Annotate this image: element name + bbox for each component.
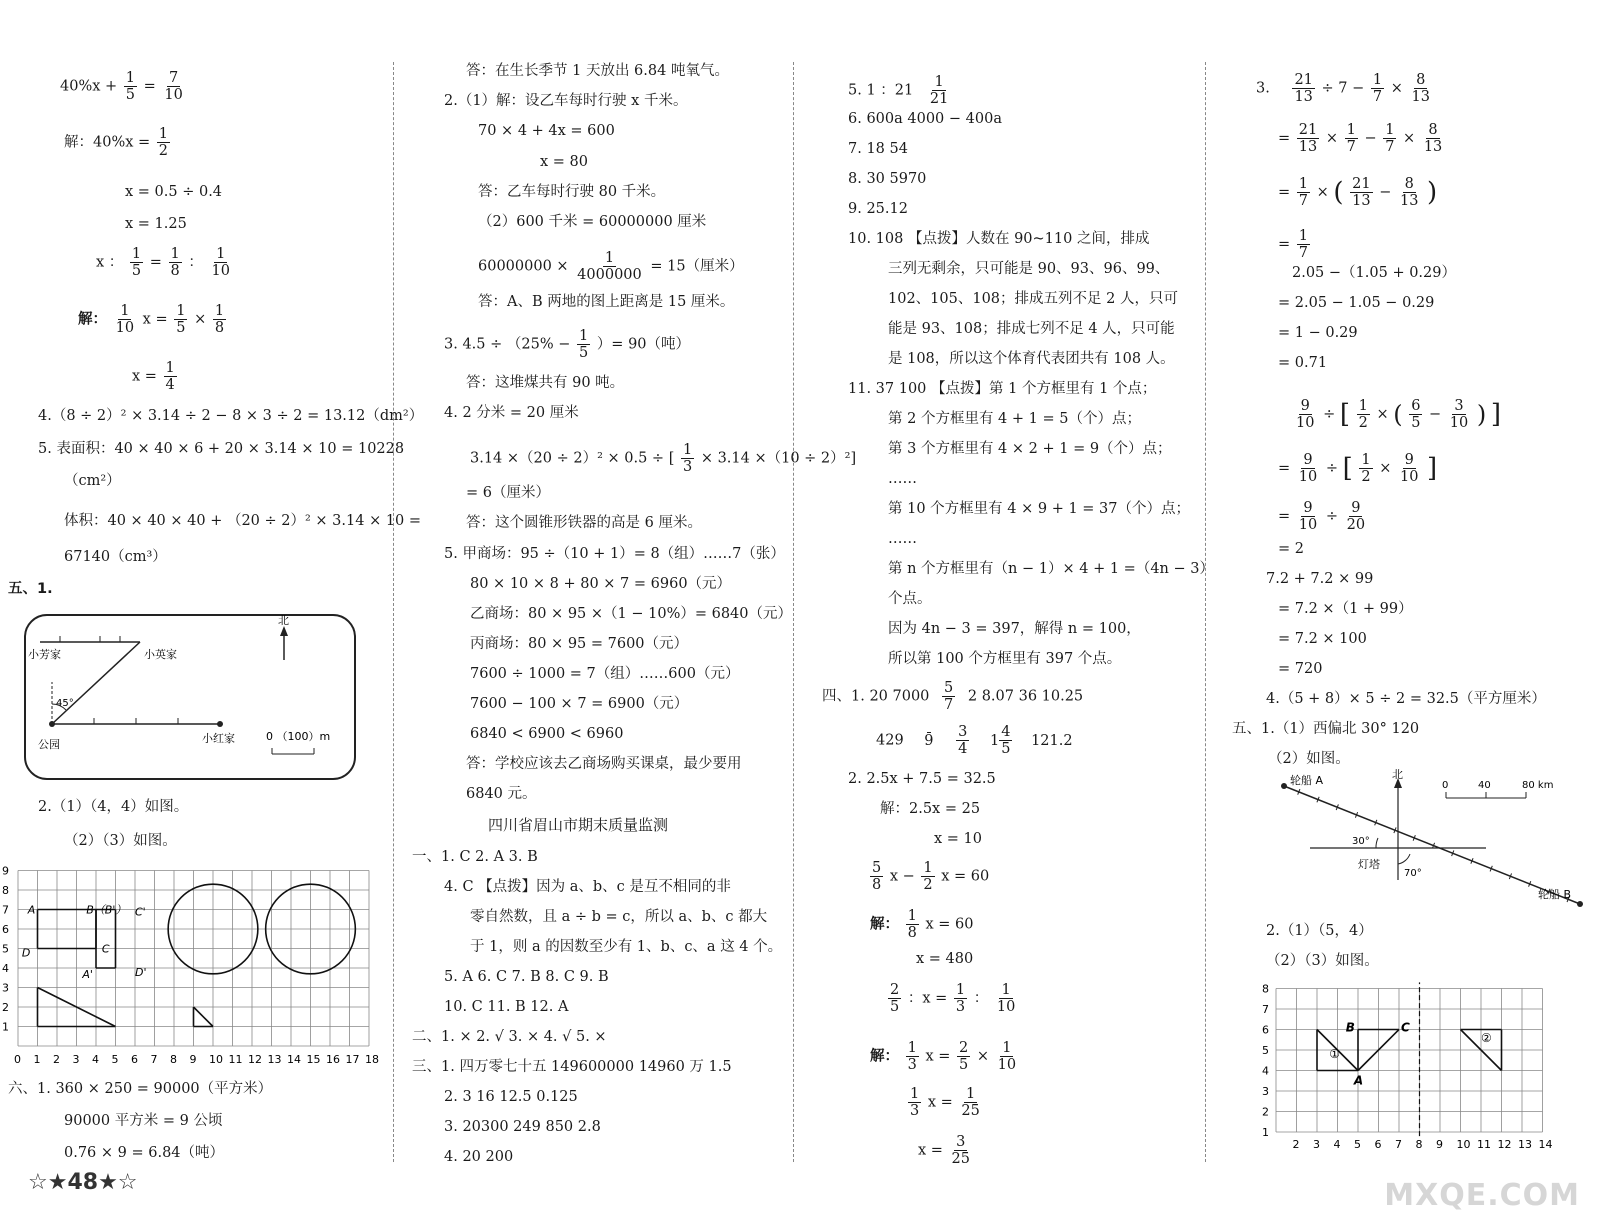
text-line: 能是 93、108；排成七列不足 4 人，只可能 xyxy=(888,321,1175,337)
column-separator xyxy=(793,62,794,1162)
grid-y-tick: 9 xyxy=(2,864,9,878)
text-line: 6. 600a 4000 − 400a xyxy=(848,111,1002,127)
scale-40: 40 xyxy=(1478,780,1491,791)
text-line: 体积：40 × 40 × 40 + （20 ÷ 2）² × 3.14 × 10 = xyxy=(64,513,422,529)
result-line: $\frac{1}{3}$ x = $\frac{1}{25}$ xyxy=(910,1086,980,1119)
section-title: 四川省眉山市期末质量监测 xyxy=(488,816,669,834)
grid-x-tick: 12 xyxy=(248,1053,262,1066)
text-line: 4. 20 200 xyxy=(444,1149,514,1165)
text-line: 第 10 个方框里有 4 × 9 + 1 = 37（个）点； xyxy=(888,501,1191,517)
fraction: $\frac{7}{10}$ xyxy=(164,70,183,103)
text-line: 三、1. 四万零七十五 149600000 14960 万 1.5 xyxy=(412,1059,732,1075)
grid-x-tick: 11 xyxy=(1477,1138,1491,1151)
grid-x-tick: 4 xyxy=(1333,1138,1341,1151)
grid-x-tick: 9 xyxy=(189,1053,197,1066)
ratio-line: x ： $\frac{1}{5}$ = $\frac{1}{8}$ ： $\frac{1}{10}$ xyxy=(96,246,230,279)
point-label: B xyxy=(1345,1020,1355,1035)
point-label: C' xyxy=(135,905,146,919)
text-line: 4. C 【点拨】因为 a、b、c 是互不相同的非 xyxy=(444,879,731,895)
grid-x-tick: 1 xyxy=(33,1053,41,1066)
solution-line: 解： $\frac{1}{3}$ x = $\frac{2}{5}$ × $\frac{1}{10}$ xyxy=(870,1040,1017,1073)
grid-y-tick: 4 xyxy=(2,962,9,975)
grid-x-tick: 17 xyxy=(345,1053,360,1066)
grid-figure-2 xyxy=(1264,976,1584,1154)
text-line: 2. 3 16 12.5 0.125 xyxy=(444,1089,578,1105)
text-line: 答：这堆煤共有 90 吨。 xyxy=(466,375,625,391)
calc-line: = $\frac{1}{7}$ xyxy=(1278,228,1308,261)
calc-line: 3. 4.5 ÷ （25% − $\frac{1}{5}$ ）= 90（吨） xyxy=(444,328,691,361)
scale-label: 0 （100）m xyxy=(266,730,331,743)
text-line: 7. 18 54 xyxy=(848,141,908,157)
text-line: 答：在生长季节 1 天放出 6.84 吨氧气。 xyxy=(466,63,729,79)
grid-x-tick: 9 xyxy=(1436,1138,1443,1151)
grid-y-tick: 5 xyxy=(1262,1044,1269,1057)
text-line: = 720 xyxy=(1278,661,1323,677)
text-line: 个点。 xyxy=(888,591,932,607)
calc-line: = $\frac{1}{7}$ × ( $\frac{21}{13}$ − $\frac{8}{13}$ ) xyxy=(1278,176,1438,209)
grid-y-tick: 2 xyxy=(1262,1105,1269,1119)
text-line: 5. 1 ：21 $\frac{1}{21}$ xyxy=(848,74,949,107)
text-line: x = 80 xyxy=(540,154,588,170)
grid-x-tick: 10 xyxy=(1456,1138,1471,1151)
text-line: 11. 37 100 【点拨】第 1 个方框里有 1 个点； xyxy=(848,381,1157,397)
text-line: （2）600 千米 = 60000000 厘米 xyxy=(478,214,707,230)
grid-y-tick: 8 xyxy=(1262,982,1269,996)
text-line: x = 0.5 ÷ 0.4 xyxy=(125,184,223,200)
label-xiaohong: 小红家 xyxy=(202,732,235,745)
fraction: $\frac{1}{5}$ xyxy=(125,70,136,103)
text-line: 70 × 4 + 4x = 600 xyxy=(478,123,615,139)
calc-line: = $\frac{21}{13}$ × $\frac{1}{7}$ − $\frac{1}{7}$ × $\frac{8}{13}$ xyxy=(1278,122,1443,155)
grid-x-tick: 5 xyxy=(111,1053,119,1066)
grid-y-tick: 7 xyxy=(1262,1003,1269,1016)
text-line: x = 10 xyxy=(934,831,982,847)
scale-80: 80 km xyxy=(1522,780,1554,791)
page-number: ☆★48★☆ xyxy=(28,1170,138,1195)
calc-line: = $\frac{9}{10}$ ÷ $\frac{9}{20}$ xyxy=(1278,500,1366,533)
grid-x-tick: 2 xyxy=(53,1053,60,1066)
shipB-point xyxy=(1577,901,1583,907)
text-line: 答：乙车每时行驶 80 千米。 xyxy=(478,184,666,200)
scale-calc: 60000000 × $\frac{1}{4000000}$ = 15（厘米） xyxy=(478,250,744,283)
ship-line xyxy=(1284,786,1580,904)
text-line: 二、1. × 2. √ 3. × 4. √ 5. × xyxy=(412,1029,607,1045)
text-line: 10. C 11. B 12. A xyxy=(444,999,569,1015)
grid-y-tick: 1 xyxy=(2,1020,9,1034)
grid-x-tick: 13 xyxy=(1518,1138,1532,1151)
label-xiaoying: 小英家 xyxy=(144,648,177,661)
text-line: 第 2 个方框里有 4 + 1 = 5（个）点； xyxy=(888,411,1141,427)
point-label: C xyxy=(101,942,110,956)
equation-line: 40%x + $\frac{1}{5}$ = $\frac{7}{10}$ xyxy=(60,70,183,103)
triangle-edge xyxy=(194,1007,214,1027)
text-line: 90000 平方米 = 9 公顷 xyxy=(64,1113,223,1129)
text-line: 答：这个圆锥形铁器的高是 6 厘米。 xyxy=(466,515,702,531)
grid-x-tick: 6 xyxy=(1374,1138,1382,1151)
grid-x-tick: 13 xyxy=(267,1053,282,1066)
map-figure xyxy=(22,612,358,782)
calc-line: 3.14 ×（20 ÷ 2）² × 0.5 ÷ [ $\frac{1}{3}$ × 3.14 ×（10 ÷ 2）²] xyxy=(470,442,857,475)
text-line: 2.（1）（5，4） xyxy=(1266,923,1373,939)
text-line: 102、105、108；排成五列不足 2 人，只可 xyxy=(888,291,1178,307)
grid-figure-1 xyxy=(0,862,378,1072)
grid-y-tick: 2 xyxy=(2,1001,9,1014)
xiaohong-point xyxy=(217,721,223,727)
label-shipA: 轮船 A xyxy=(1290,774,1324,787)
text-line: 4.（5 + 8）× 5 ÷ 2 = 32.5（平方厘米） xyxy=(1266,691,1546,707)
result-line: x = $\frac{1}{4}$ xyxy=(132,360,175,393)
text-line: = 2 xyxy=(1278,541,1304,557)
text-line: 五、1.（1）西偏北 30° 120 xyxy=(1232,721,1420,737)
text-line: 3. 20300 249 850 2.8 xyxy=(444,1119,601,1135)
ratio-line: $\frac{2}{5}$ ：x = $\frac{1}{3}$ ： $\frac{1}{10}$ xyxy=(890,982,1016,1015)
point-label: A xyxy=(27,903,36,917)
angle-70-label: 70° xyxy=(1404,868,1422,879)
column-separator xyxy=(1205,62,1206,1162)
text-line: 8. 30 5970 xyxy=(848,171,927,187)
point-label: C xyxy=(1401,1020,1410,1035)
text-line: 答：A、B 两地的图上距离是 15 厘米。 xyxy=(478,294,735,310)
grid-y-tick: 3 xyxy=(2,981,9,995)
text-line: 因为 4n − 3 = 397，解得 n = 100， xyxy=(888,621,1141,637)
shape-label: ① xyxy=(1329,1047,1341,1062)
grid-y-tick: 8 xyxy=(2,884,9,897)
grid-y-tick: 7 xyxy=(2,903,9,917)
grid-x-tick: 7 xyxy=(150,1053,158,1066)
grid-x-tick: 14 xyxy=(287,1053,301,1066)
calc-line: $\frac{9}{10}$ ÷ [ $\frac{1}{2}$ × ( $\frac{6}{5}$ − $\frac{3}{10}$ ) ] xyxy=(1296,398,1501,431)
result-line: x = $\frac{3}{25}$ xyxy=(918,1134,970,1167)
grid-x-tick: 14 xyxy=(1538,1138,1553,1151)
calc-line: 3. $\frac{21}{13}$ ÷ 7 − $\frac{1}{7}$ × $\frac{8}{13}$ xyxy=(1256,72,1430,105)
grid-x-tick: 4 xyxy=(92,1053,99,1066)
point-label: D' xyxy=(135,966,147,979)
text-line: = 6（厘米） xyxy=(466,485,550,501)
calc-line: = $\frac{9}{10}$ ÷ [ $\frac{1}{2}$ × $\frac{9}{10}$ ] xyxy=(1278,452,1438,485)
text-line: 4. 2 分米 = 20 厘米 xyxy=(444,405,579,421)
lighthouse-label: 灯塔 xyxy=(1358,858,1380,871)
point-label: B（B'） xyxy=(86,903,127,917)
text-line: 所以第 100 个方框里有 397 个点。 xyxy=(888,651,1122,667)
text-line: 6840 < 6900 < 6960 xyxy=(470,726,624,742)
text-line: 零自然数，且 a ÷ b = c，所以 a、b、c 都大 xyxy=(470,909,768,925)
text-line: 三列无剩余，只可能是 90、93、96、99、 xyxy=(888,261,1170,277)
text-line: 0.76 × 9 = 6.84（吨） xyxy=(64,1145,225,1161)
grid-x-tick: 3 xyxy=(1313,1138,1320,1151)
text-line: x = 480 xyxy=(916,951,974,967)
section-heading: 五、1. xyxy=(8,581,53,597)
text-line: 一、1. C 2. A 3. B xyxy=(412,849,538,865)
text-line: = 7.2 ×（1 + 99） xyxy=(1278,601,1413,617)
grid-x-tick: 15 xyxy=(306,1053,321,1066)
text-line: 5. A 6. C 7. B 8. C 9. B xyxy=(444,969,609,985)
grid-x-tick: 8 xyxy=(1415,1138,1423,1151)
angle-label: 45° xyxy=(56,698,74,709)
scale-0: 0 xyxy=(1442,780,1449,791)
text-line: …… xyxy=(888,531,917,547)
text-line: 5. 表面积：40 × 40 × 6 + 20 × 3.14 × 10 = 10228 xyxy=(38,441,405,457)
grid-y-tick: 6 xyxy=(2,923,9,936)
text-line: 2.（1）（4，4）如图。 xyxy=(38,799,189,815)
text-line: 6840 元。 xyxy=(466,786,537,802)
solution-line: 解： $\frac{1}{8}$ x = 60 xyxy=(870,908,974,941)
grid-x-tick: 5 xyxy=(1354,1138,1361,1151)
grid-y-tick: 4 xyxy=(1262,1064,1269,1078)
text-line: 2. 2.5x + 7.5 = 32.5 xyxy=(848,771,996,787)
north-label: 北 xyxy=(1392,768,1403,781)
north-label: 北 xyxy=(278,614,289,627)
text-line: 第 3 个方框里有 4 × 2 + 1 = 9（个）点； xyxy=(888,441,1172,457)
text-line: 解：2.5x = 25 xyxy=(880,801,981,817)
grid-x-tick: 10 xyxy=(209,1053,223,1066)
text-line: …… xyxy=(888,471,917,487)
grid-x-tick: 8 xyxy=(170,1053,177,1066)
angle-30-label: 30° xyxy=(1352,836,1370,847)
text-line: = 2.05 − 1.05 − 0.29 xyxy=(1278,295,1435,311)
compass-figure xyxy=(1280,768,1592,912)
text-line: 80 × 10 × 8 + 80 × 7 = 6960（元） xyxy=(470,576,732,592)
text-line: 2.（1）解：设乙车每时行驶 x 千米。 xyxy=(444,93,688,109)
text-line: = 7.2 × 100 xyxy=(1278,631,1367,647)
shape-label: ② xyxy=(1481,1030,1492,1045)
point-label: D xyxy=(21,946,31,960)
equation-line: $\frac{5}{8}$ x − $\frac{1}{2}$ x = 60 xyxy=(872,860,990,893)
point-label: A xyxy=(1353,1073,1364,1088)
grid-x-tick: 12 xyxy=(1497,1138,1512,1151)
text-line: （2）（3）如图。 xyxy=(1266,953,1379,969)
label-park: 公园 xyxy=(38,738,60,751)
text-line: 丙商场：80 × 95 = 7600（元） xyxy=(470,636,689,652)
point-label: A' xyxy=(82,968,93,981)
grid-x-tick: 0 xyxy=(14,1053,21,1066)
grid-x-tick: 2 xyxy=(1292,1138,1300,1151)
text-line: 第 n 个方框里有（n − 1）× 4 + 1 =（4n − 3） xyxy=(888,561,1214,577)
shipA-point xyxy=(1281,783,1287,789)
grid-y-tick: 5 xyxy=(2,942,9,956)
text-line: 乙商场：80 × 95 ×（1 − 10%）= 6840（元） xyxy=(470,606,793,622)
grid-x-tick: 18 xyxy=(365,1053,379,1066)
text-line: x = 1.25 xyxy=(125,216,187,232)
text-line: （2）（3）如图。 xyxy=(64,833,177,849)
text-line: 7600 − 100 × 7 = 6900（元） xyxy=(470,696,689,712)
text-line: 10. 108 【点拨】人数在 90~110 之间，排成 xyxy=(848,231,1150,247)
solution-line: 解： $\frac{1}{10}$ x = $\frac{1}{5}$ × $\frac{1}{8}$ xyxy=(78,303,225,336)
text-line: 于 1，则 a 的因数至少有 1、b、c、a 这 4 个。 xyxy=(470,939,783,955)
grid-x-tick: 16 xyxy=(326,1053,340,1066)
text-line: 7.2 + 7.2 × 99 xyxy=(1266,571,1374,587)
text-line: = 1 − 0.29 xyxy=(1278,325,1358,341)
text-line: 是 108，所以这个体育代表团共有 108 人。 xyxy=(888,351,1175,367)
text-line: = 0.71 xyxy=(1278,355,1328,371)
text-line: （2）如图。 xyxy=(1268,751,1350,767)
grid-y-tick: 6 xyxy=(1262,1023,1269,1037)
text-line: 67140（cm³） xyxy=(64,549,167,565)
text-line: （cm²） xyxy=(64,473,121,489)
text-line: 9. 25.12 xyxy=(848,201,908,217)
solution-line: 解：40%x = $\frac{1}{2}$ xyxy=(64,126,169,159)
text-line: 5. 甲商场：95 ÷（10 + 1）= 8（组）……7（张） xyxy=(444,546,785,562)
watermark: MXQE.COM xyxy=(1384,1178,1580,1213)
text-line: 7600 ÷ 1000 = 7（组）……600（元） xyxy=(470,666,740,682)
text-line: 429 9 $\frac{3}{4}$ 1 $\frac{4}{5}$ 121.2 xyxy=(876,724,1073,757)
grid-x-tick: 3 xyxy=(72,1053,80,1066)
grid-x-tick: 11 xyxy=(228,1053,243,1066)
text-line: 4.（8 ÷ 2）² × 3.14 ÷ 2 − 8 × 3 ÷ 2 = 13.12（dm²） xyxy=(38,408,424,424)
text-line: 四、1. 20 7000 $\frac{5}{7}$ 2 8.07 36 10.25 xyxy=(822,680,1084,713)
grid-x-tick: 7 xyxy=(1395,1138,1402,1151)
column-separator xyxy=(393,62,394,1162)
label-xiaofang: 小芳家 xyxy=(28,648,61,661)
grid-y-tick: 3 xyxy=(1262,1085,1269,1098)
label-shipB: 轮船 B xyxy=(1538,888,1572,901)
text-line: 答：学校应该去乙商场购买课桌，最少要用 xyxy=(466,756,742,772)
text-line: 2.05 −（1.05 + 0.29） xyxy=(1292,265,1456,281)
grid-x-tick: 6 xyxy=(131,1053,138,1066)
text-line: 六、1. 360 × 250 = 90000（平方米） xyxy=(8,1081,273,1097)
grid-y-tick: 1 xyxy=(1262,1126,1269,1139)
